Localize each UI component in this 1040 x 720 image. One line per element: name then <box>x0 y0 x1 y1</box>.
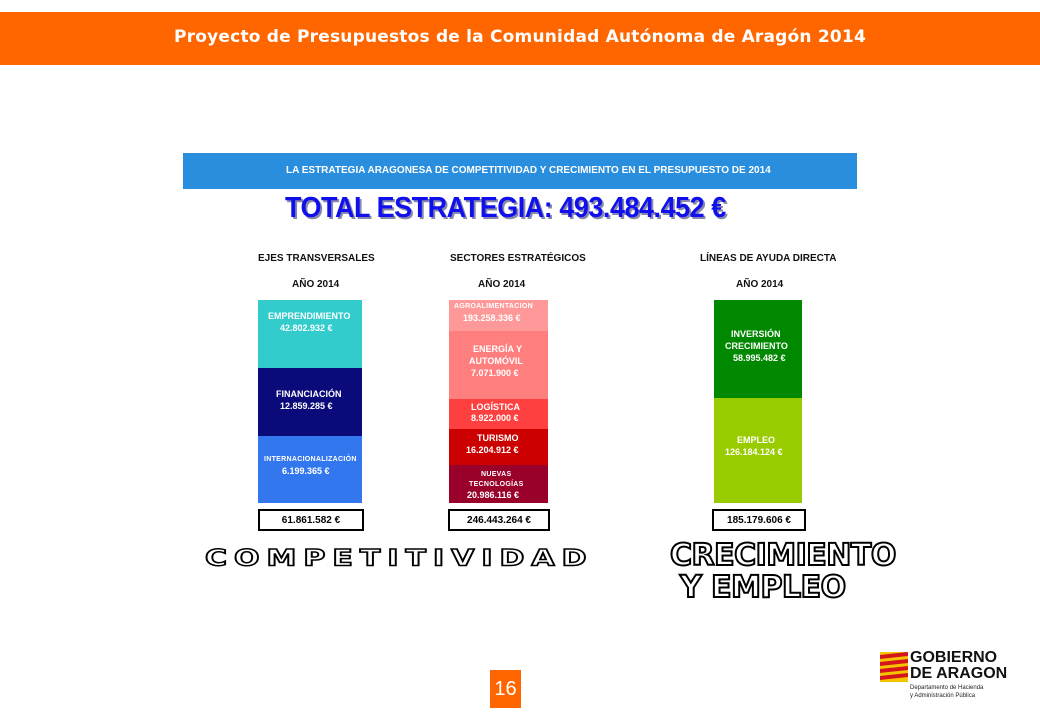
segment-label: AUTOMÓVIL <box>469 356 523 366</box>
segment-internacionalizacion <box>258 436 362 503</box>
segment-label: INTERNACIONALIZACIÓN <box>264 456 357 463</box>
stack-ejes <box>258 300 362 503</box>
caption-crecimiento-line1: CRECIMIENTO <box>670 538 896 573</box>
segment-value: 20.986.116 € <box>467 490 520 500</box>
column-title-lineas: LÍNEAS DE AYUDA DIRECTA <box>700 253 837 264</box>
segment-energia <box>449 331 548 399</box>
logo-sub2: y Administración Pública <box>910 693 976 699</box>
segment-value: 16.204.912 € <box>466 445 519 455</box>
segment-empleo <box>714 398 802 503</box>
page-title: Proyecto de Presupuestos de la Comunidad Autónoma de Aragón 2014 <box>174 26 866 47</box>
segment-label: TURISMO <box>477 433 519 443</box>
segment-label: AGROALIMENTACION <box>454 303 533 310</box>
total-ejes: 61.861.582 € <box>258 509 364 531</box>
segment-value: 126.184.124 € <box>725 447 783 457</box>
logo-line2: DE ARAGON <box>910 665 1008 682</box>
gobierno-aragon-logo <box>880 650 1030 710</box>
segment-label: NUEVAS <box>481 471 512 478</box>
page-number: 16 <box>490 670 521 708</box>
segment-logistica <box>449 399 548 429</box>
segment-value: 7.071.900 € <box>471 368 519 378</box>
segment-value: 193.258.336 € <box>463 313 521 323</box>
stack-sectores <box>449 300 548 503</box>
segment-label: ENERGÍA Y <box>473 344 523 354</box>
column-year-ejes: AÑO 2014 <box>292 279 340 290</box>
segment-value: 42.802.932 € <box>280 323 333 333</box>
caption-crecimiento-line2: Y EMPLEO <box>680 570 846 605</box>
segment-label: INVERSIÓN <box>731 329 781 339</box>
caption-competitividad: COMPETITIVIDAD <box>205 545 594 572</box>
segment-label: EMPRENDIMIENTO <box>268 311 351 321</box>
segment-value: 6.199.365 € <box>282 466 330 476</box>
segment-value: 12.859.285 € <box>280 401 333 411</box>
segment-value: 58.995.482 € <box>733 353 786 363</box>
segment-label: FINANCIACIÓN <box>276 389 342 399</box>
segment-label: CRECIMIENTO <box>725 341 788 351</box>
total-strategy: TOTAL ESTRATEGIA: 493.484.452 € <box>285 192 726 224</box>
segment-financiacion <box>258 368 362 436</box>
column-year-lineas: AÑO 2014 <box>736 279 784 290</box>
segment-turismo <box>449 429 548 465</box>
segment-agroalimentacion <box>449 300 548 331</box>
total-lineas: 185.179.606 € <box>712 509 806 531</box>
segment-label: TECNOLOGÍAS <box>469 481 524 488</box>
column-title-ejes: EJES TRANSVERSALES <box>258 253 375 264</box>
banner-text: LA ESTRATEGIA ARAGONESA DE COMPETITIVIDAD Y CRECIMIENTO EN EL PRESUPUESTO DE 2014 <box>286 165 771 176</box>
segment-label: LOGÍSTICA <box>471 402 520 412</box>
strategy-banner <box>183 153 857 189</box>
stack-lineas <box>714 300 802 503</box>
segment-label: EMPLEO <box>737 435 776 445</box>
column-year-sectores: AÑO 2014 <box>478 279 526 290</box>
segment-emprendimiento <box>258 300 362 368</box>
aragon-flag-icon <box>880 652 908 682</box>
segment-inversion-crecimiento <box>714 300 802 398</box>
column-title-sectores: SECTORES ESTRATÉGICOS <box>450 253 586 264</box>
total-sectores: 246.443.264 € <box>448 509 550 531</box>
segment-value: 8.922.000 € <box>471 413 519 423</box>
logo-sub1: Departamento de Hacienda <box>910 685 984 691</box>
segment-nuevas-tecnologias <box>449 465 548 503</box>
logo-line1: GOBIERNO <box>910 649 998 666</box>
header-bar <box>0 12 1040 65</box>
